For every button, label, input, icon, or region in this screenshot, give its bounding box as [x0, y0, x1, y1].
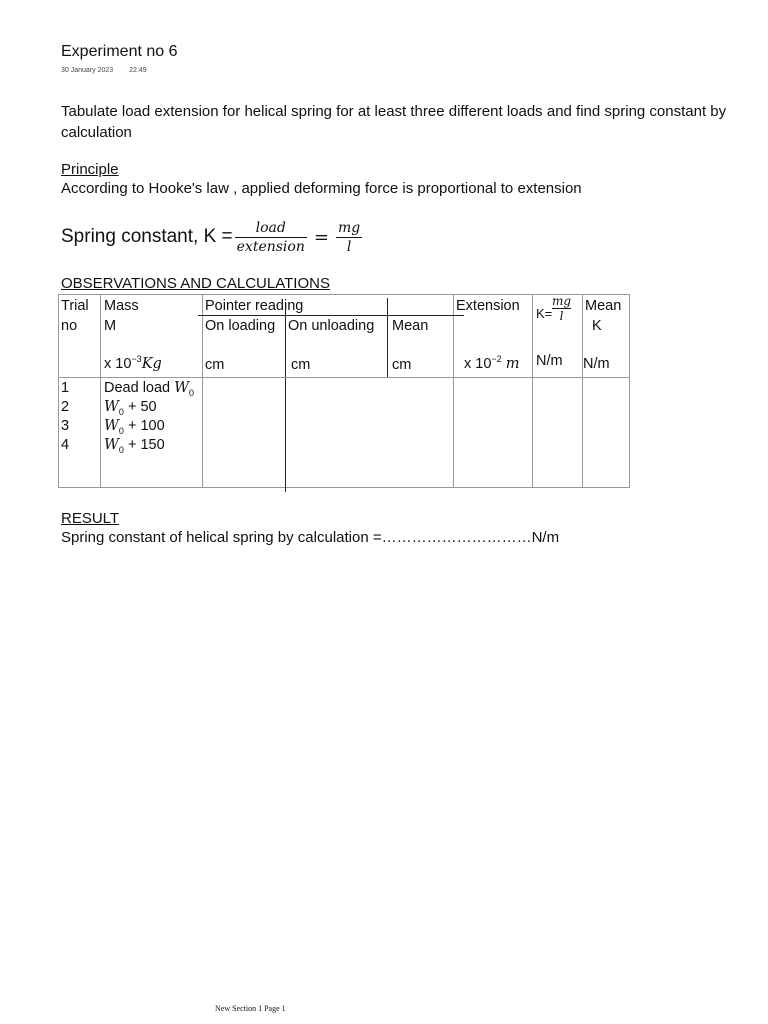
principle-text: According to Hooke's law , applied deforming force is proportional to extension [61, 180, 582, 197]
formula-fraction-load-extension [235, 219, 307, 256]
ext-unit-suffix: m [505, 356, 520, 372]
row-mass-suffix: + 150 [123, 437, 165, 453]
mass-unit-prefix: x 10 [104, 356, 132, 372]
formula-frac1-numerator: load [255, 219, 286, 236]
mass-unit-exponent: −3 [131, 354, 142, 365]
formula-label: Spring constant, K = [61, 226, 233, 247]
table-row-trial: 4 [61, 437, 70, 453]
unit-cm: cm [205, 357, 225, 373]
header-k-unit: N/m [536, 353, 563, 369]
mass-unit-suffix: Kg [141, 356, 162, 372]
table-row-mass [104, 398, 157, 417]
table-row-mass [104, 417, 165, 436]
formula-fraction-mg-l [336, 219, 362, 256]
row-mass-subscript: 0 [118, 425, 124, 436]
formula-frac2-numerator: mg [337, 219, 361, 236]
column-divider [387, 298, 388, 378]
observation-table [58, 294, 630, 488]
header-mean-k-unit: N/m [583, 356, 610, 372]
header-on-unloading: On unloading [288, 318, 375, 334]
principle-heading: Principle [61, 161, 119, 178]
table-row-mass [104, 379, 194, 398]
column-divider [532, 294, 533, 488]
header-mean-k: Mean [585, 298, 622, 314]
k-fraction-numerator: mg [552, 294, 572, 308]
formula-equals: = [313, 226, 329, 248]
header-trial-no: no [61, 318, 78, 334]
page-date: 30 January 2023 [61, 67, 114, 74]
column-divider [100, 294, 101, 488]
column-divider [453, 294, 454, 488]
formula-frac2-denominator: l [346, 238, 352, 255]
header-extension: Extension [456, 298, 520, 314]
row-mass-variable: W [174, 380, 190, 396]
header-mass-symbol: M [104, 318, 117, 334]
spring-constant-formula [61, 214, 364, 260]
header-k-label: K= [536, 306, 553, 321]
header-mean: Mean [392, 318, 429, 334]
row-mass-prefix: Dead load [104, 380, 175, 396]
header-pointer-reading: Pointer reading [205, 298, 304, 314]
header-trial: Trial [61, 298, 89, 314]
formula-frac1-denominator: extension [236, 238, 305, 255]
task-statement: Tabulate load extension for helical spring for at least three different loads and find spring constant by calculation [61, 103, 727, 141]
row-mass-subscript: 0 [118, 406, 124, 417]
row-mass-variable: W [104, 437, 119, 453]
header-mass-unit [104, 355, 162, 374]
header-divider [58, 377, 630, 378]
table-row-mass [104, 436, 165, 455]
column-divider [285, 304, 286, 492]
row-mass-suffix: + 100 [123, 418, 165, 434]
row-mass-variable: W [104, 418, 119, 434]
k-fraction-denominator: l [559, 309, 564, 323]
row-mass-subscript: 0 [118, 444, 124, 455]
page-footer: New Section 1 Page 1 [215, 1004, 286, 1013]
header-mean-k-symbol: K [592, 318, 602, 334]
result-text: Spring constant of helical spring by calculation =…………………………N/m [61, 529, 560, 546]
unit-cm: cm [291, 357, 311, 373]
column-divider [582, 294, 583, 488]
table-row-trial: 3 [61, 418, 70, 434]
header-k-fraction [552, 294, 571, 323]
page-time: 22:49 [129, 67, 147, 74]
page-timestamp [61, 67, 147, 74]
header-mass: Mass [104, 298, 139, 314]
ext-unit-prefix: x 10 [464, 356, 492, 372]
header-extension-unit [464, 355, 519, 374]
table-row-trial: 2 [61, 399, 70, 415]
row-mass-suffix: + 50 [123, 399, 157, 415]
column-divider [202, 294, 203, 488]
result-heading: RESULT [61, 510, 120, 527]
row-mass-subscript: 0 [189, 387, 195, 398]
observations-heading: OBSERVATIONS AND CALCULATIONS [61, 275, 330, 292]
header-on-loading: On loading [205, 318, 276, 334]
unit-cm: cm [392, 357, 412, 373]
page-title: Experiment no 6 [61, 43, 178, 60]
row-mass-variable: W [104, 399, 119, 415]
ext-unit-exponent: −2 [491, 354, 502, 365]
table-row-trial: 1 [61, 380, 70, 396]
